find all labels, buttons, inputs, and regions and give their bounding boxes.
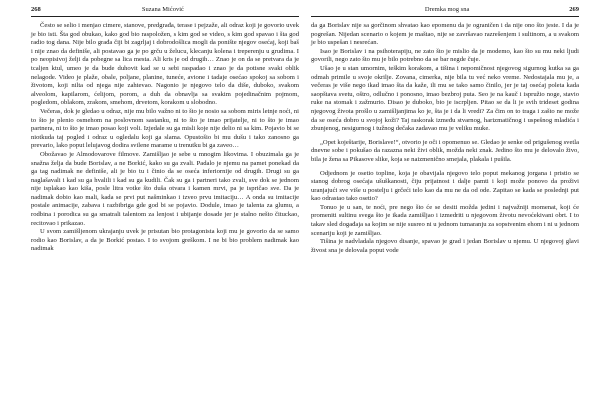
left-page-header — [31, 5, 299, 17]
right-page-header — [311, 5, 579, 17]
left-page-body — [31, 22, 299, 254]
paragraph: Ušao je u stan umornim, teškim korakom, a tišina i nepomičnost njegovog sigurnog kutka sa ga odmah primile u svoje okrilje. Zovana, cimerka, nije bila tu već neko vreme. Nedostajala mu je, a večeras je više nego ikad imao šta da kaže, ili mu se tako samo činilo, jer je taj osećaj poleta kada saopštava svetu, oštro, odlučno i ponosno, imao bezbroj puta. Seo je na kauč i ispružio noge, stavio ruke na stomak i zažmurio. Disao je duboko, bio je iscrpljen. Pitao se da li je svih trideset godina njegovog života prošlo u zamišljanjima ko je, šta je i da li vredi? Za čim on to traga i zašto ne može da se oseća dobro u svojoj koži? Taj raskorak između stvarnog, harizmatičnog i uspešnog mladića i zbunjenog, nesigurnog i tužnog dečaka zadavao mu je veliku muke. — [311, 64, 579, 133]
paragraph: Odjednom je osetio topline, koja je obavijala njegovo telo poput mekanog jorgana i pristio se stanog dobrog osećaja ušuškanosti, čiju prijatnost i dalje pamti i koji može ponovo da proživi uranjajući sve više u postelju i grčeći telo kao da mu ne da od ode. Zapitao se kada se poslednji put kao odrastao tako osetio? — [311, 169, 579, 203]
paragraph: „Opet koještarije, Borislave!“, otvorio je oči i opomenuo se. Gledao je senke od prigušenog svetla dnevne sobe i pokušao da razazna neki živi oblik, možda neki znak. Jedino što mu je delovalo živo, bila je žena sa Pikasove slike, koja se naizmenično smejala, plakala i pušila. — [311, 138, 579, 163]
paragraph: Obožavao je Almodovarove filmove. Zamišljao je sebe u mnogim likovima. I obuzimala ga je snažna želja da bude Borislav, a ne Borkić, kako su ga zvali. Padalo je njemu na pamet ponekad da ga tag nadimak ne definiše, ali je bio tu i činio da se oseća inferiornije od drugih. Drugi su ga naglašavali i kad su ga hvalili i kad su ga kudili. Čak su ga i partneri tako zvali, sve dok se jednom nije isplakao kao kiša, posle litra votke što duša otvara i kamen mrvi, pa je ispričao sve. Da je nadimak dobio kao mali, kada se prvi put našminkao i izveo prvu imitaciju… A onda su imitacije postale animacije, zabava i razbibriga gde god bi se pojavio. Dodule, imao je talenta za glumu, a rodbina i porodica su ga smatrali talentom za lenjost i ubijanje dosade jer je stalno nešto čituckao, recitovao i prikazao. — [31, 150, 299, 227]
left-page-number: 268 — [31, 6, 41, 13]
right-page-number: 269 — [569, 6, 579, 13]
paragraph: Isao je Borislav i na psihoterapiju, ne zato što je mislio da je modemo, kao što su mu neki ljudi govorili, nego zato što mu je bilo potrebno da se bar negde čuje. — [311, 47, 579, 64]
paragraph: Često se selio i menjao cimere, stanove, predgrađa, terase i pejzaže, ali odraz koji je govorio uvek je bio isti. Šta god obukao, kako god bio raspoložen, s kim god se video, s kim god spavao i šta god radio tog dana. Nije bilo građa čiji bi zagrljaj i dobrodošlica mogli da ponište njegov osećaj, koji baš i nije znao da definiše, ali postavao ga je po grču u želucu, klecanju kolena i treperenju u grudima. I po neopisivoj želji da pobegne sa lica mesta. Ali kris je od drugih… Znao je on da se pretvara da je tcaljen ktul, umeo je da bude duhovit kad se u sebi raspadao i znao je da potisne svaki oblik nelagode. Video je plaže, obale, poljane, planine, tuneće, avione i tadaje osećao spokoj sa sobom i životom, koji nilta od njega nije zahtevao. Nagonio je njegovo telo da diše, duboko, svakom alveolom, kapilarom, ćelijom, porom, a duh da obnavlja sa svakim pojedinačnim pojmom, pogledom, oblakom, zrakom, smehom, drvetom, korakom u slobodno. — [31, 22, 299, 107]
paragraph: U svom zamišljenom ukrajanju uvek je prisutan bio protagonista koji mu je govorio da se samo rodio kao Borislav, a da je Borkić postao. I to svojom greškom. I ne bi bio problem nadimak kao nadimak — [31, 228, 299, 253]
right-running-head: Dremka mog sna — [424, 6, 470, 13]
right-page-body — [311, 22, 579, 255]
paragraph: Večeras, dok je gledao u odraz, nije mu bilo važno ni to što je nosio sa sobom miris letnje noći, ni to što je plenio osmehom na poslovnom sastanku, ni to što je imao prijatelje, ni to što je imao partnera, ni to što je imao posao koji voli. Izjedale su ga misli koje nije delio ni sa kim. Pojavio bi se niotkuda taj pogled i odraz u ogledalu koji ga slama. Opustošio bi mu dušu i tako zanosno ga prevario, lako poput lelujavog dodira svilene marame u trenutku bi ga zaveo… — [31, 107, 299, 150]
right-page — [311, 0, 579, 419]
paragraph: da ga Borislav nije sa gorčinom shvatao kao epomenu da je ograničen i da nije ono što jeste. I da je pogrešan. Nijedan scenario o kojem je maštao, nije se završavao razrešenjem i sultinom, a u svakom je bio uspešan i nesrećan. — [311, 22, 579, 47]
paragraph: Tišina je nadvladala njegovo disanje, spavao je grad i jedan Borislav u njemu. U njegovoj glavi živost sna je delovala poput vode — [311, 238, 579, 254]
left-running-head: Suzana Mićović — [141, 6, 184, 13]
left-page — [31, 0, 299, 419]
paragraph: Tonuo je u san, te noći, pre nego što će se desiti možda jedini i najvažniji momenat, koji će promeniti sultinu svega što je ikada zamišljao i izmedriti u njegovom životu nevoćekivani obrt. I to takav sled događaja sa kojim se nije susreo ni u jednom tumaranju za sopstvenim ehom i ni u jednom scenariju koji je zamišljao. — [311, 203, 579, 237]
